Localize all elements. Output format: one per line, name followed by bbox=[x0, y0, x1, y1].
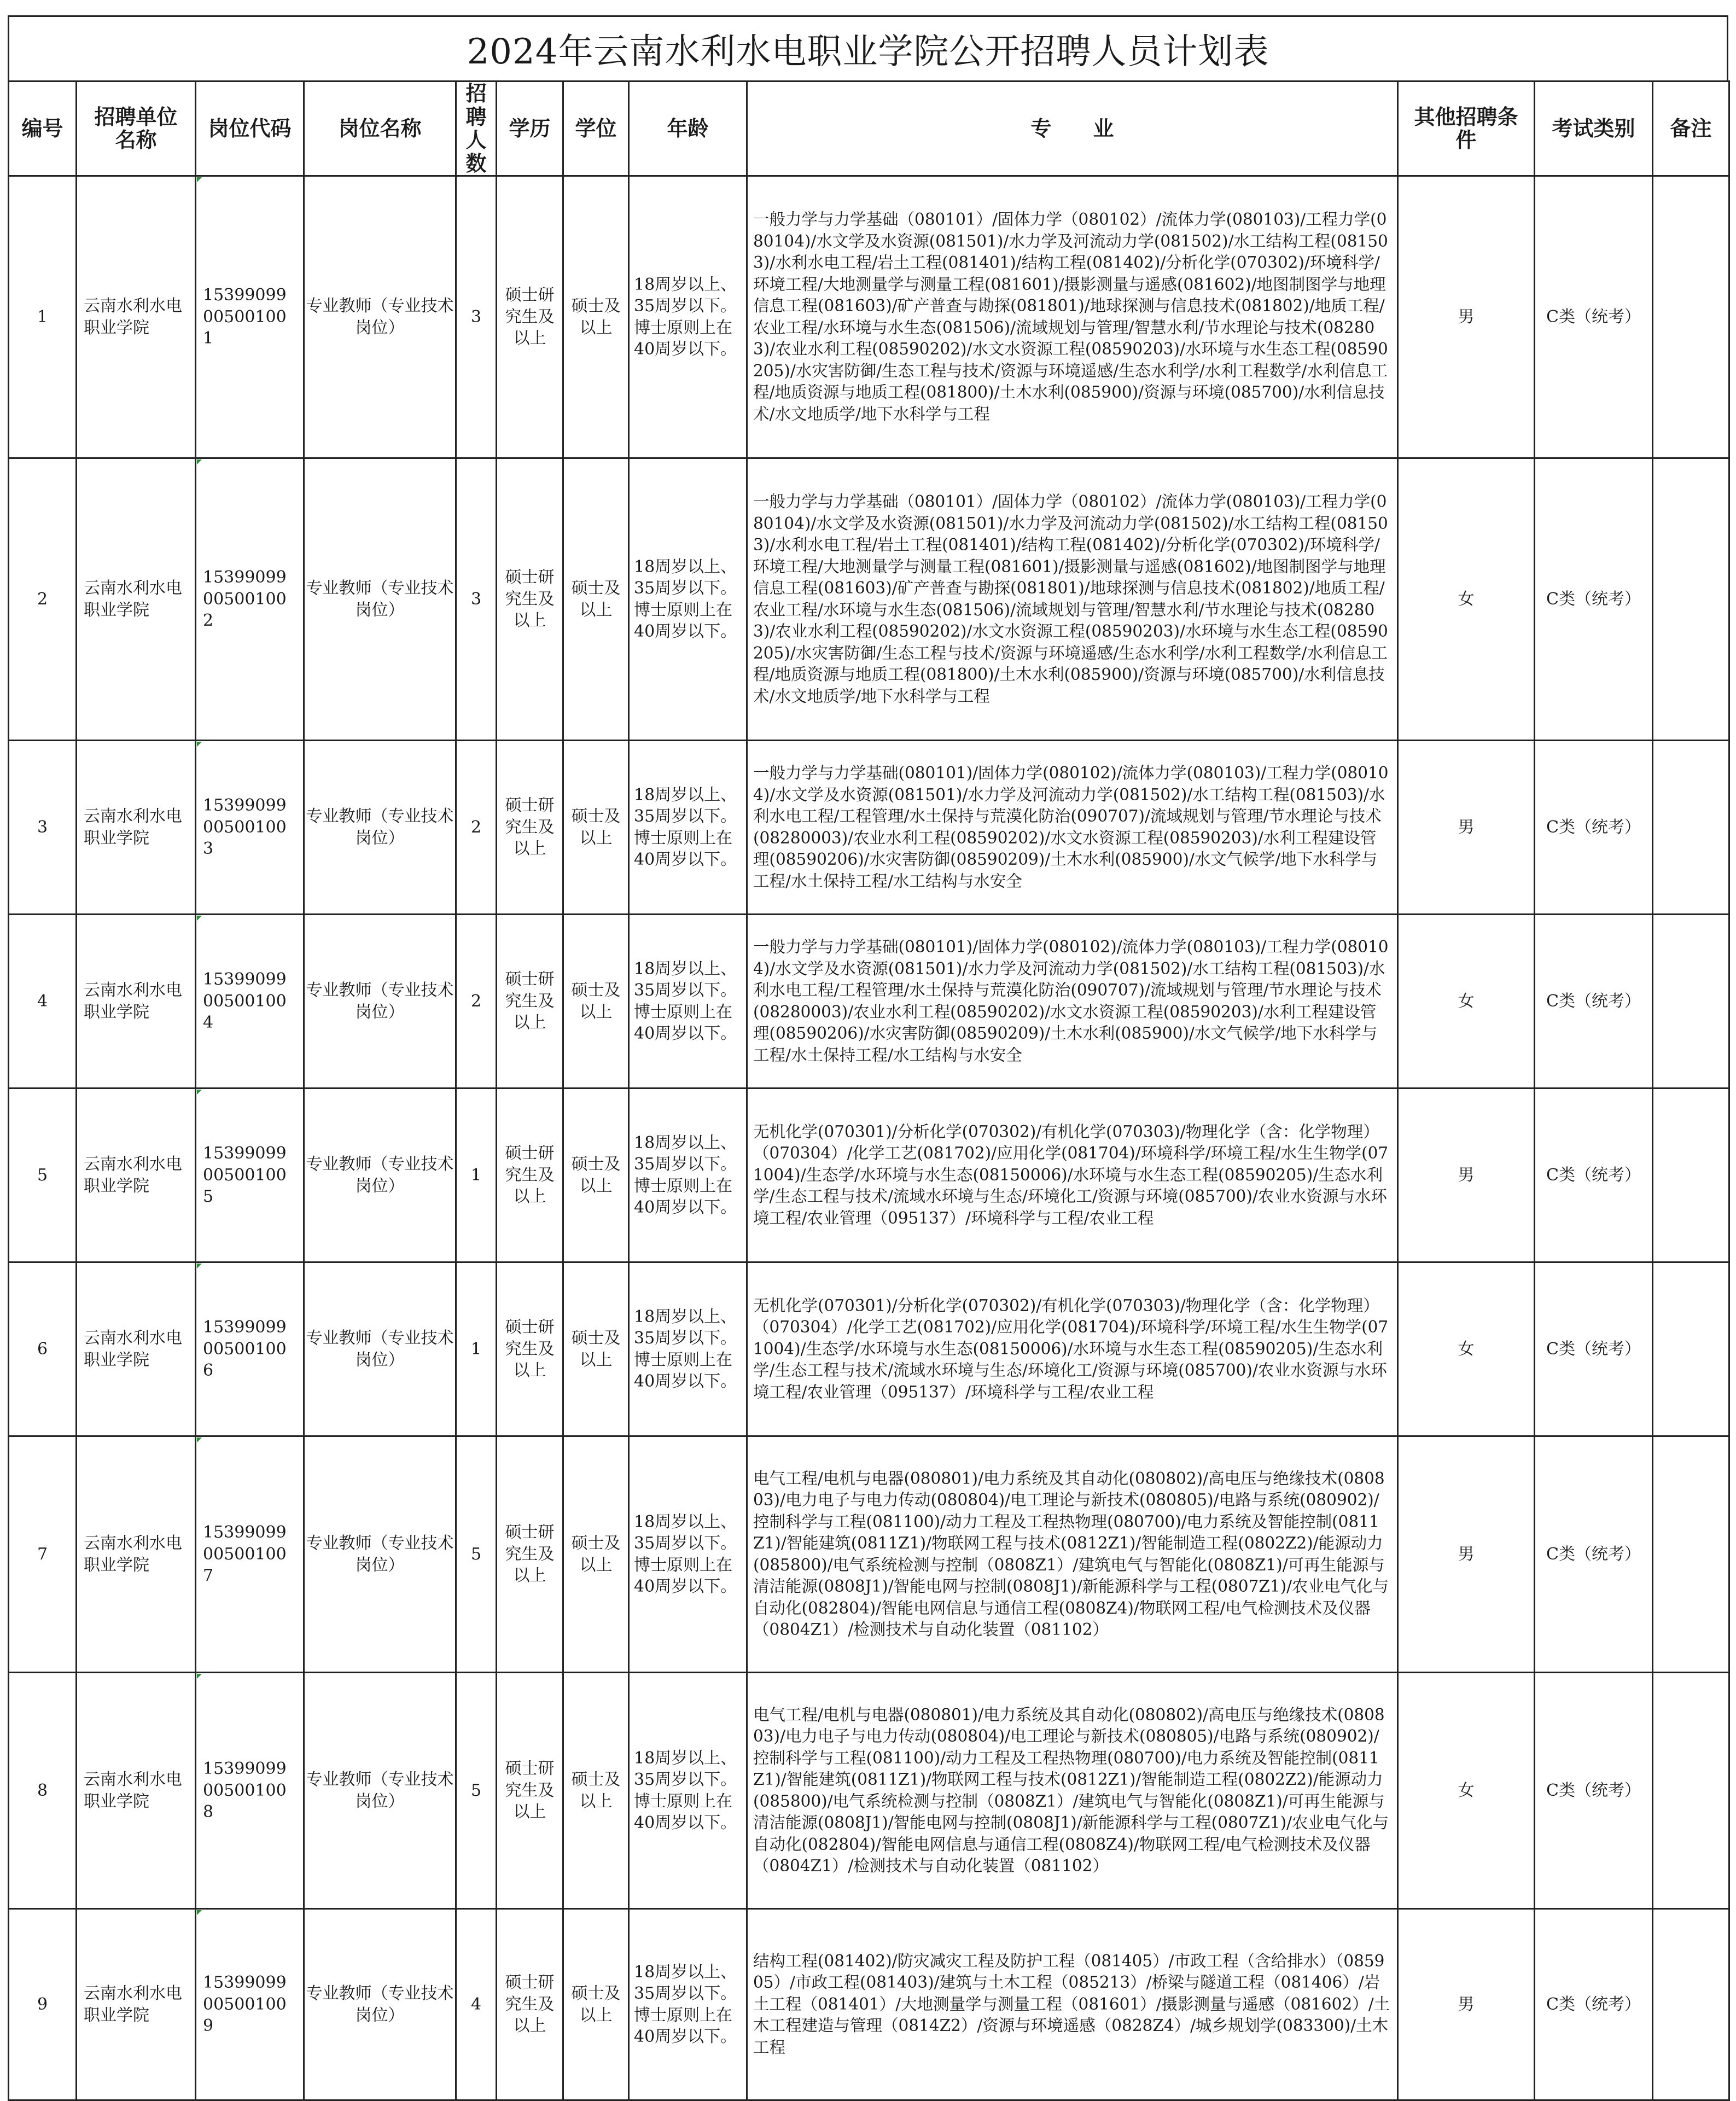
row-other: 男 bbox=[1398, 1089, 1535, 1262]
col-header-unit: 招聘单位名称 bbox=[77, 82, 196, 176]
recruitment-sheet bbox=[8, 15, 1728, 2101]
row-code bbox=[196, 1909, 304, 2100]
row-degree: 硕士及以上 bbox=[563, 458, 629, 741]
cell-marker bbox=[197, 459, 202, 464]
row-unit: 云南水利水电职业学院 bbox=[77, 915, 196, 1089]
row-major: 一般力学与力学基础（080101）/固体力学（080102）/流体力学(080103)/工程力学(080104)/水文学及水资源(081501)/水力学及河流动力学(081502)/水工结构工程(081503)/水利水电工程/岩土工程(081401)/结构工程(081402)/分析化学(070302)/环境科学/环境工程/大地测量学与测量工程(081601)/摄影测量与遥感(081602)/地图制图学与地理信息工程(081603)/矿产普查与勘探(081801)/地球探测与信息技术(081802)/地质工程/农业工程/水环境与水生态(081506)/流域规划与管理/智慧水利/节水理论与技术(082803)/农业水利工程(08590202)/水文水资源工程(08590203)/水环境与水生态工程(08590205)/水灾害防御/生态工程与技术/资源与环境遥感/生态水利学/水利工程数学/水利信息工程/地质资源与地质工程(081800)/土木水利(085900)/资源与环境(085700)/水利信息技术/水文地质学/地下水科学与工程 bbox=[747, 176, 1398, 458]
recruitment-table bbox=[8, 80, 1730, 2101]
row-edu: 硕士研究生及以上 bbox=[497, 1262, 563, 1436]
cell-marker bbox=[197, 1910, 202, 1915]
row-code bbox=[196, 741, 304, 915]
col-header-code: 岗位代码 bbox=[196, 82, 304, 176]
col-header-exam: 考试类别 bbox=[1535, 82, 1653, 176]
cell-marker bbox=[197, 1437, 202, 1442]
table-row bbox=[9, 1089, 1729, 1262]
row-major: 一般力学与力学基础（080101）/固体力学（080102）/流体力学(080103)/工程力学(080104)/水文学及水资源(081501)/水力学及河流动力学(081502)/水工结构工程(081503)/水利水电工程/岩土工程(081401)/结构工程(081402)/分析化学(070302)/环境科学/环境工程/大地测量学与测量工程(081601)/摄影测量与遥感(081602)/地图制图学与地理信息工程(081603)/矿产普查与勘探(081801)/地球探测与信息技术(081802)/地质工程/农业工程/水环境与水生态(081506)/流域规划与管理/智慧水利/节水理论与技术(082803)/农业水利工程(08590202)/水文水资源工程(08590203)/水环境与水生态工程(08590205)/水灾害防御/生态工程与技术/资源与环境遥感/生态水利学/水利工程数学/水利信息工程/地质资源与地质工程(081800)/土木水利(085900)/资源与环境(085700)/水利信息技术/水文地质学/地下水科学与工程 bbox=[747, 458, 1398, 741]
row-post: 专业教师（专业技术岗位） bbox=[304, 915, 456, 1089]
row-code-text: 15399099005001008 bbox=[203, 1759, 287, 1822]
row-other: 男 bbox=[1398, 176, 1535, 458]
col-header-post: 岗位名称 bbox=[304, 82, 456, 176]
col-header-no: 编号 bbox=[9, 82, 77, 176]
row-exam: C类（统考） bbox=[1535, 458, 1653, 741]
row-no: 3 bbox=[9, 741, 77, 915]
row-code bbox=[196, 1089, 304, 1262]
table-row bbox=[9, 176, 1729, 458]
row-post: 专业教师（专业技术岗位） bbox=[304, 458, 456, 741]
row-count: 1 bbox=[456, 1262, 497, 1436]
row-note bbox=[1653, 741, 1729, 915]
row-exam: C类（统考） bbox=[1535, 1262, 1653, 1436]
cell-marker bbox=[197, 177, 202, 182]
row-count: 3 bbox=[456, 458, 497, 741]
row-edu: 硕士研究生及以上 bbox=[497, 1436, 563, 1673]
row-note bbox=[1653, 1673, 1729, 1909]
row-edu: 硕士研究生及以上 bbox=[497, 1089, 563, 1262]
row-note bbox=[1653, 458, 1729, 741]
row-code-text: 15399099005001002 bbox=[203, 568, 287, 631]
row-age: 18周岁以上、35周岁以下。博士原则上在40周岁以下。 bbox=[629, 458, 747, 741]
row-no: 5 bbox=[9, 1089, 77, 1262]
row-count: 2 bbox=[456, 915, 497, 1089]
row-major: 无机化学(070301)/分析化学(070302)/有机化学(070303)/物理化学（含：化学物理）（070304）/化学工艺(081702)/应用化学(081704)/环境科学/环境工程/水生生物学(071004)/生态学/水环境与水生态(08150006)/水环境与水生态工程(08590205)/生态水利学/生态工程与技术/流域水环境与生态/环境化工/资源与环境(085700)/农业水资源与水环境工程/农业管理（095137）/环境科学与工程/农业工程 bbox=[747, 1262, 1398, 1436]
row-exam: C类（统考） bbox=[1535, 1089, 1653, 1262]
col-header-major: 专 业 bbox=[747, 82, 1398, 176]
table-row bbox=[9, 741, 1729, 915]
row-major: 结构工程(081402)/防灾减灾工程及防护工程（081405）/市政工程（含给排水）（085905）/市政工程(081403)/建筑与土木工程（085213）/桥梁与隧道工程（081406）/岩土工程（081401）/大地测量学与测量工程（081601）/摄影测量与遥感（081602）/土木工程建造与管理（0814Z2）/资源与环境遥感（0828Z4）/城乡规划学(083300)/土木工程 bbox=[747, 1909, 1398, 2100]
cell-marker bbox=[197, 1090, 202, 1095]
row-age: 18周岁以上、35周岁以下。博士原则上在40周岁以下。 bbox=[629, 741, 747, 915]
row-note bbox=[1653, 1089, 1729, 1262]
row-exam: C类（统考） bbox=[1535, 915, 1653, 1089]
table-row bbox=[9, 1262, 1729, 1436]
row-post: 专业教师（专业技术岗位） bbox=[304, 1262, 456, 1436]
row-exam: C类（统考） bbox=[1535, 741, 1653, 915]
table-row bbox=[9, 1673, 1729, 1909]
col-header-edu: 学历 bbox=[497, 82, 563, 176]
cell-marker bbox=[197, 742, 202, 747]
col-header-degree: 学位 bbox=[563, 82, 629, 176]
row-post: 专业教师（专业技术岗位） bbox=[304, 1673, 456, 1909]
row-no: 8 bbox=[9, 1673, 77, 1909]
row-exam: C类（统考） bbox=[1535, 1436, 1653, 1673]
row-code bbox=[196, 1436, 304, 1673]
row-note bbox=[1653, 176, 1729, 458]
row-post: 专业教师（专业技术岗位） bbox=[304, 1436, 456, 1673]
row-code-text: 15399099005001006 bbox=[203, 1318, 287, 1381]
row-count: 5 bbox=[456, 1436, 497, 1673]
row-no: 7 bbox=[9, 1436, 77, 1673]
row-edu: 硕士研究生及以上 bbox=[497, 915, 563, 1089]
row-no: 6 bbox=[9, 1262, 77, 1436]
row-post: 专业教师（专业技术岗位） bbox=[304, 176, 456, 458]
row-unit: 云南水利水电职业学院 bbox=[77, 1089, 196, 1262]
row-other: 男 bbox=[1398, 741, 1535, 915]
row-note bbox=[1653, 1909, 1729, 2100]
cell-marker bbox=[197, 1264, 202, 1268]
row-other: 男 bbox=[1398, 1436, 1535, 1673]
row-unit: 云南水利水电职业学院 bbox=[77, 1262, 196, 1436]
cell-marker bbox=[197, 1674, 202, 1679]
row-code-text: 15399099005001003 bbox=[203, 796, 287, 859]
table-row bbox=[9, 1909, 1729, 2100]
row-no: 4 bbox=[9, 915, 77, 1089]
row-count: 5 bbox=[456, 1673, 497, 1909]
row-degree: 硕士及以上 bbox=[563, 176, 629, 458]
row-age: 18周岁以上、35周岁以下。博士原则上在40周岁以下。 bbox=[629, 1089, 747, 1262]
row-degree: 硕士及以上 bbox=[563, 915, 629, 1089]
row-unit: 云南水利水电职业学院 bbox=[77, 176, 196, 458]
col-header-note: 备注 bbox=[1653, 82, 1729, 176]
row-post: 专业教师（专业技术岗位） bbox=[304, 1909, 456, 2100]
row-no: 1 bbox=[9, 176, 77, 458]
row-age: 18周岁以上、35周岁以下。博士原则上在40周岁以下。 bbox=[629, 176, 747, 458]
table-row bbox=[9, 1436, 1729, 1673]
row-code bbox=[196, 915, 304, 1089]
row-code-text: 15399099005001001 bbox=[203, 286, 287, 348]
row-unit: 云南水利水电职业学院 bbox=[77, 1436, 196, 1673]
row-other: 女 bbox=[1398, 915, 1535, 1089]
row-count: 3 bbox=[456, 176, 497, 458]
row-edu: 硕士研究生及以上 bbox=[497, 1673, 563, 1909]
row-degree: 硕士及以上 bbox=[563, 1909, 629, 2100]
row-age: 18周岁以上、35周岁以下。博士原则上在40周岁以下。 bbox=[629, 915, 747, 1089]
row-unit: 云南水利水电职业学院 bbox=[77, 1673, 196, 1909]
row-age: 18周岁以上、35周岁以下。博士原则上在40周岁以下。 bbox=[629, 1436, 747, 1673]
row-other: 女 bbox=[1398, 1673, 1535, 1909]
title-box bbox=[8, 15, 1728, 80]
row-note bbox=[1653, 915, 1729, 1089]
row-degree: 硕士及以上 bbox=[563, 741, 629, 915]
row-other: 女 bbox=[1398, 1262, 1535, 1436]
col-header-age: 年龄 bbox=[629, 82, 747, 176]
row-no: 2 bbox=[9, 458, 77, 741]
cell-marker bbox=[197, 916, 202, 921]
row-count: 4 bbox=[456, 1909, 497, 2100]
row-degree: 硕士及以上 bbox=[563, 1436, 629, 1673]
row-post: 专业教师（专业技术岗位） bbox=[304, 741, 456, 915]
row-code bbox=[196, 1673, 304, 1909]
col-header-count: 招聘人数 bbox=[456, 82, 497, 176]
row-code bbox=[196, 176, 304, 458]
row-code-text: 15399099005001004 bbox=[203, 970, 287, 1033]
row-no: 9 bbox=[9, 1909, 77, 2100]
row-code-text: 15399099005001009 bbox=[203, 1973, 287, 2036]
row-other: 女 bbox=[1398, 458, 1535, 741]
row-code bbox=[196, 1262, 304, 1436]
row-degree: 硕士及以上 bbox=[563, 1262, 629, 1436]
row-major: 电气工程/电机与电器(080801)/电力系统及其自动化(080802)/高电压与绝缘技术(080803)/电力电子与电力传动(080804)/电工理论与新技术(080805)/电路与系统(080902)/控制科学与工程(081100)/动力工程及工程热物理(080700)/电力系统及智能控制(0811Z1)/智能建筑(0811Z1)/物联网工程与技术(0812Z1)/智能制造工程(0802Z2)/能源动力(085800)/电气系统检测与控制（0808Z1）/建筑电气与智能化(0808Z1)/可再生能源与清洁能源(0808J1)/智能电网与控制(0808J1)/新能源科学与工程(0807Z1)/农业电气化与自动化(082804)/智能电网信息与通信工程(0808Z4)/物联网工程/电气检测技术及仪器（0804Z1）/检测技术与自动化装置（081102） bbox=[747, 1673, 1398, 1909]
row-edu: 硕士研究生及以上 bbox=[497, 458, 563, 741]
page-title: 2024年云南水利水电职业学院公开招聘人员计划表 bbox=[467, 32, 1269, 72]
header-row bbox=[9, 82, 1729, 176]
row-exam: C类（统考） bbox=[1535, 1909, 1653, 2100]
row-age: 18周岁以上、35周岁以下。博士原则上在40周岁以下。 bbox=[629, 1909, 747, 2100]
row-note bbox=[1653, 1262, 1729, 1436]
row-note bbox=[1653, 1436, 1729, 1673]
row-code-text: 15399099005001005 bbox=[203, 1144, 287, 1207]
row-post: 专业教师（专业技术岗位） bbox=[304, 1089, 456, 1262]
table-row bbox=[9, 458, 1729, 741]
row-age: 18周岁以上、35周岁以下。博士原则上在40周岁以下。 bbox=[629, 1673, 747, 1909]
row-unit: 云南水利水电职业学院 bbox=[77, 458, 196, 741]
row-count: 2 bbox=[456, 741, 497, 915]
row-major: 无机化学(070301)/分析化学(070302)/有机化学(070303)/物理化学（含：化学物理）（070304）/化学工艺(081702)/应用化学(081704)/环境科学/环境工程/水生生物学(071004)/生态学/水环境与水生态(08150006)/水环境与水生态工程(08590205)/生态水利学/生态工程与技术/流域水环境与生态/环境化工/资源与环境(085700)/农业水资源与水环境工程/农业管理（095137）/环境科学与工程/农业工程 bbox=[747, 1089, 1398, 1262]
row-edu: 硕士研究生及以上 bbox=[497, 176, 563, 458]
row-code-text: 15399099005001007 bbox=[203, 1523, 287, 1586]
row-count: 1 bbox=[456, 1089, 497, 1262]
row-degree: 硕士及以上 bbox=[563, 1673, 629, 1909]
col-header-other: 其他招聘条件 bbox=[1398, 82, 1535, 176]
table-row bbox=[9, 915, 1729, 1089]
row-unit: 云南水利水电职业学院 bbox=[77, 1909, 196, 2100]
row-major: 一般力学与力学基础(080101)/固体力学(080102)/流体力学(080103)/工程力学(080104)/水文学及水资源(081501)/水力学及河流动力学(081502)/水工结构工程(081503)/水利水电工程/工程管理/水土保持与荒漠化防治(090707)/流域规划与管理/节水理论与技术(08280003)/农业水利工程(08590202)/水文水资源工程(08590203)/水利工程建设管理(08590206)/水灾害防御(08590209)/土木水利(085900)/水文气候学/地下水科学与工程/水土保持工程/水工结构与水安全 bbox=[747, 741, 1398, 915]
row-major: 一般力学与力学基础(080101)/固体力学(080102)/流体力学(080103)/工程力学(080104)/水文学及水资源(081501)/水力学及河流动力学(081502)/水工结构工程(081503)/水利水电工程/工程管理/水土保持与荒漠化防治(090707)/流域规划与管理/节水理论与技术(08280003)/农业水利工程(08590202)/水文水资源工程(08590203)/水利工程建设管理(08590206)/水灾害防御(08590209)/土木水利(085900)/水文气候学/地下水科学与工程/水土保持工程/水工结构与水安全 bbox=[747, 915, 1398, 1089]
row-major: 电气工程/电机与电器(080801)/电力系统及其自动化(080802)/高电压与绝缘技术(080803)/电力电子与电力传动(080804)/电工理论与新技术(080805)/电路与系统(080902)/控制科学与工程(081100)/动力工程及工程热物理(080700)/电力系统及智能控制(0811Z1)/智能建筑(0811Z1)/物联网工程与技术(0812Z1)/智能制造工程(0802Z2)/能源动力(085800)/电气系统检测与控制（0808Z1）/建筑电气与智能化(0808Z1)/可再生能源与清洁能源(0808J1)/智能电网与控制(0808J1)/新能源科学与工程(0807Z1)/农业电气化与自动化(082804)/智能电网信息与通信工程(0808Z4)/物联网工程/电气检测技术及仪器（0804Z1）/检测技术与自动化装置（081102） bbox=[747, 1436, 1398, 1673]
row-unit: 云南水利水电职业学院 bbox=[77, 741, 196, 915]
row-age: 18周岁以上、35周岁以下。博士原则上在40周岁以下。 bbox=[629, 1262, 747, 1436]
row-other: 男 bbox=[1398, 1909, 1535, 2100]
row-code bbox=[196, 458, 304, 741]
row-degree: 硕士及以上 bbox=[563, 1089, 629, 1262]
row-exam: C类（统考） bbox=[1535, 1673, 1653, 1909]
row-edu: 硕士研究生及以上 bbox=[497, 741, 563, 915]
row-edu: 硕士研究生及以上 bbox=[497, 1909, 563, 2100]
row-exam: C类（统考） bbox=[1535, 176, 1653, 458]
